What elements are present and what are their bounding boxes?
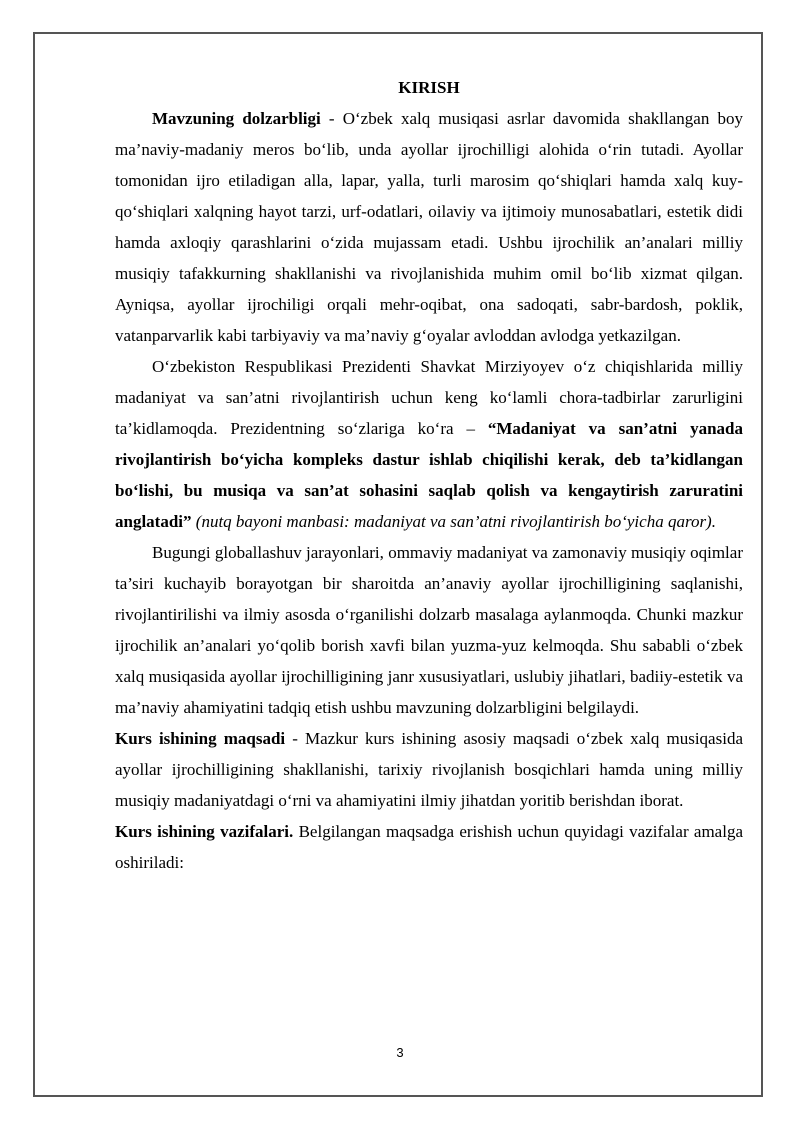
president-text: O‘zbekiston Respublikasi Prezidenti Shavkat Mirziyoyev o‘z chiqishlarida milliy madaniyat va san’atni rivojlantirish uchun keng ko‘lamli chora-tadbirlar zarurligini ta’kidlamoqda. Prezidentning so‘zlariga ko‘ra – (115, 357, 743, 438)
paragraph-president (115, 351, 743, 537)
relevance-text: - O‘zbek xalq musiqasi asrlar davomida shakllangan boy ma’naviy-madaniy meros bo‘lib, unda ayollar ijrochilligi alohida o‘rin tutadi. Ayollar tomonidan ijro etiladigan alla, lapar, yalla, turli marosim qo‘shiqlari hamda xalq kuy-qo‘shiqlari xalqning hayot tarzi, urf-odatlari, oilaviy va ijtimoiy munosabatlari, estetik didi hamda axloqiy qarashlarini o‘zida mujassam etadi. Ushbu ijrochilik an’analari milliy musiqiy tafakkurning shakllanishi va rivojlanishida muhim omil bo‘lib xizmat qilgan. Ayniqsa, ayollar ijrochiligi orqali mehr-oqibat, ona sadoqati, sabr-bardosh, poklik, vatanparvarlik kabi tarbiyaviy va ma’naviy g‘oyalar avloddan avlodga yetkazilgan. (115, 109, 743, 345)
globalization-text: Bugungi globallashuv jarayonlari, ommaviy madaniyat va zamonaviy musiqiy oqimlar ta’siri kuchayib borayotgan bir sharoitda an’anaviy ayollar ijrochilligining saqlanishi, rivojlantirilishi va ilmiy asosda o‘rganilishi dolzarb masalaga aylanmoqda. Chunki mazkur ijrochilik an’analari yo‘qolib borish xavfi bilan yuzma-yuz kelmoqda. Shu sababli o‘zbek xalq musiqasida ayollar ijrochilligining janr xususiyatlari, uslubiy jihatlari, badiiy-estetik va ma’naviy ahamiyatini tadqiq etish ushbu mavzuning dolzarbligini belgilaydi. (115, 543, 743, 717)
goal-text: - Mazkur kurs ishining asosiy maqsadi o‘zbek xalq musiqasida ayollar ijrochilligining shakllanishi, tarixiy rivojlanish bosqichlari hamda uning milliy musiqiy madaniyatdagi o‘rni va ahamiyatini ilmiy jihatdan yoritib berishdan iborat. (115, 729, 743, 810)
section-title: KIRISH (398, 78, 460, 97)
paragraph-tasks (115, 816, 743, 878)
page-number: 3 (396, 1045, 404, 1060)
relevance-heading: Mavzuning dolzarbligi (152, 109, 321, 128)
document-body (115, 72, 743, 878)
tasks-heading: Kurs ishining vazifalari. (115, 822, 294, 841)
goal-heading: Kurs ishining maqsadi (115, 729, 286, 748)
paragraph-globalization (115, 537, 743, 723)
quote-source: (nutq bayoni manbasi: madaniyat va san’atni rivojlantirish bo‘yicha qaror). (191, 512, 716, 531)
tasks-text: Belgilangan maqsadga erishish uchun quyidagi vazifalar amalga oshiriladi: (115, 822, 743, 872)
president-quote: “Madaniyat va san’atni yanada rivojlantirish bo‘yicha kompleks dastur ishlab chiqilishi kerak, deb ta’kidlangan bo‘lishi, bu musiqa va san’at sohasini saqlab qolish va kengaytirish zaruratini anglatadi” (115, 419, 743, 531)
paragraph-relevance (115, 103, 743, 351)
paragraph-goal (115, 723, 743, 816)
